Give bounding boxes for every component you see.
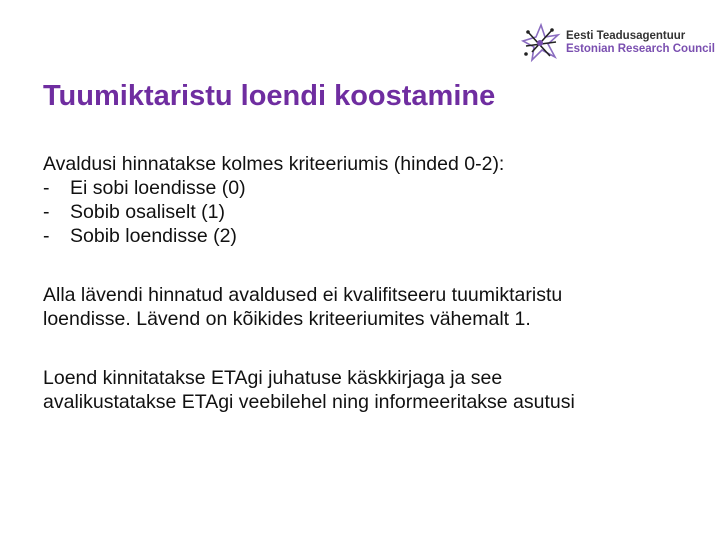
list-item	[43, 200, 575, 224]
logo-line-1: Eesti Teadusagentuur	[566, 30, 686, 42]
list-item	[43, 176, 575, 200]
logo-line-2: Estonian Research Council	[566, 43, 715, 55]
threshold-line-2: loendisse. Lävend on kõikides kriteeriumites vähemalt 1.	[43, 308, 531, 330]
list-text: Ei sobi loendisse (0)	[70, 177, 246, 199]
list-text: Sobib loendisse (2)	[70, 225, 237, 247]
approval-line-2: avalikustatakse ETAgi veebilehel ning informeeritakse asutusi	[43, 391, 575, 413]
list-dash: -	[43, 225, 50, 247]
intro-text: Avaldusi hinnatakse kolmes kriteeriumis (hinded 0-2):	[43, 153, 505, 175]
approval-line-1: Loend kinnitatakse ETAgi juhatuse käskkirjaga ja see	[43, 367, 503, 389]
star-logo-icon	[520, 22, 562, 64]
logo	[520, 22, 715, 64]
slide-body	[43, 152, 575, 414]
list-dash: -	[43, 177, 50, 199]
threshold-line-1: Alla lävendi hinnatud avaldused ei kvalifitseeru tuumiktaristu	[43, 284, 563, 306]
list-dash: -	[43, 201, 50, 223]
slide-title: Tuumiktaristu loendi koostamine	[43, 80, 496, 112]
list-item	[43, 224, 575, 248]
list-text: Sobib osaliselt (1)	[70, 201, 225, 223]
